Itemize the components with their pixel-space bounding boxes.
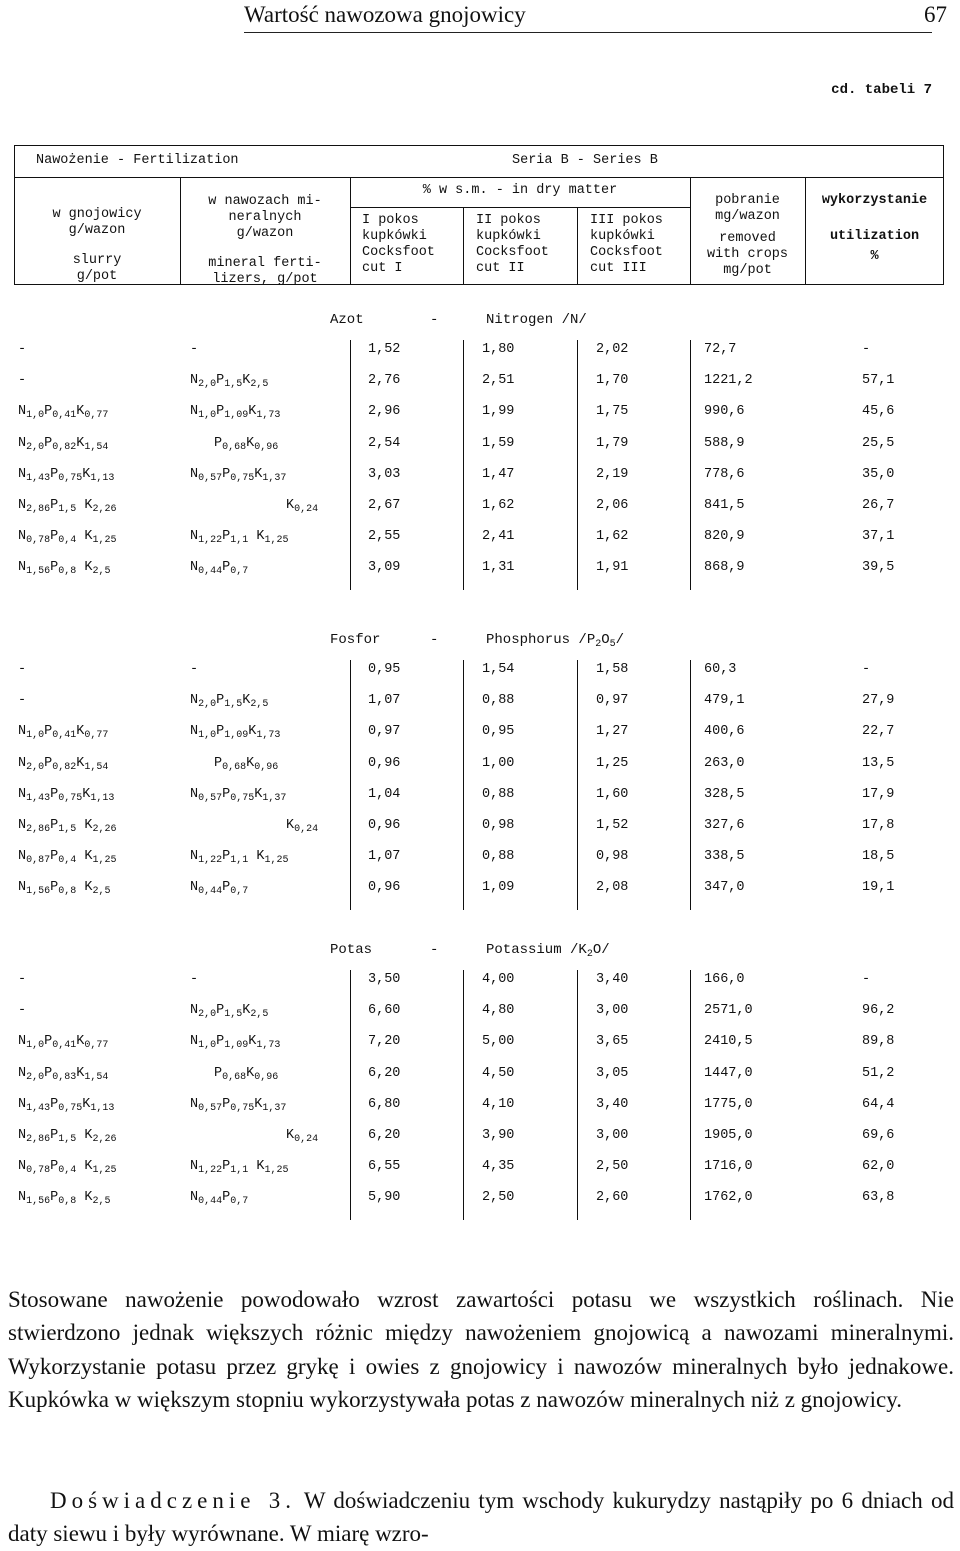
table-cell-c1: 2,96 [368,404,401,420]
table-cell-s: $N_{1,0}P_{0,41}K_{0,77}$ [18,404,109,422]
table-cell-r: 2571,0 [704,1003,753,1019]
table-cell-r: 868,9 [704,560,745,576]
table-cell-r: 166,0 [704,972,745,987]
table-cell-c3: 3,00 [596,1003,629,1019]
running-head [0,0,960,34]
table-cell-r: 1221,2 [704,373,753,389]
table-cell-s: $N_{1,0}P_{0,41}K_{0,77}$ [18,1034,109,1052]
table-cell-c2: 4,00 [482,972,515,987]
table-cell-c2: 4,80 [482,1003,515,1019]
table-cell-c1: 0,95 [368,662,401,677]
table-cell-c1: 2,55 [368,529,401,545]
table-cell-c2: 0,98 [482,818,515,833]
table-cell-c3: 2,08 [596,880,629,896]
table-cell-u: 63,8 [862,1190,895,1206]
table-cell-c1: 0,96 [368,880,401,896]
table-cell-r: 263,0 [704,755,745,771]
table-cell-r: 328,5 [704,786,745,802]
table-cell-c2: 2,51 [482,373,515,389]
table-cell-c2: 1,62 [482,498,515,513]
table-cell-r: 347,0 [704,880,745,896]
table-cell-c3: 0,98 [596,849,629,865]
table-cell-m: $N_{0,57}P_{0,75}K_{1,37}$ [190,466,287,484]
table-cell-u: - [862,972,871,987]
table-cell-c2: 4,50 [482,1065,515,1081]
table-cell-m: $N_{2,0}P_{1,5}K_{2,5}$ [190,693,269,711]
table-cell-s: $N_{1,56}P_{0,8}$ $K_{2,5}$ [18,1190,111,1208]
table-cell-c1: 2,67 [368,498,401,513]
table-cell-c3: 1,91 [596,560,629,576]
table-cell-u: 62,0 [862,1159,895,1175]
table-cell-s: $N_{0,78}P_{0,4}$ $K_{1,25}$ [18,1159,117,1177]
column-rule [350,970,351,1220]
table-cell-r: 588,9 [704,435,745,451]
mineral-header: w nawozach mi- neralnych g/wazon mineral ferti- lizers, g/pot [208,194,322,287]
table-cell-u: 45,6 [862,404,895,420]
header-vline [577,207,578,285]
slurry-header: w gnojowicy g/wazon slurry g/pot [52,207,142,284]
section-title-dash: - [430,632,439,648]
table-cell-u: 13,5 [862,755,895,771]
table-cell-c3: 0,97 [596,693,629,709]
table-cell-c2: 2,50 [482,1190,515,1206]
table-cell-m: $N_{1,0}P_{1,09}K_{1,73}$ [190,1034,281,1052]
table-cell-c3: 1,60 [596,786,629,802]
table-cell-m: - [190,662,199,677]
table-cell-c1: 1,07 [368,849,401,865]
table-cell-m: $K_{0,24}$ [286,498,319,515]
table-cell-m: $N_{1,22}P_{1,1}$ $K_{1,25}$ [190,529,289,547]
table-cell-r: 338,5 [704,849,745,865]
page-number: 67 [924,2,947,27]
header-vline [463,207,464,285]
table-cell-u: 57,1 [862,373,895,389]
table-cell-s: $N_{2,86}P_{1,5}$ $K_{2,26}$ [18,818,117,835]
table-cell-m: $K_{0,24}$ [286,1128,319,1145]
header-rule [244,32,932,33]
table-cell-c3: 3,00 [596,1128,629,1143]
section-title-en: Nitrogen /N/ [486,312,587,328]
table-cell-c2: 0,88 [482,693,515,709]
table-cell-s: $N_{2,0}P_{0,83}K_{1,54}$ [18,1065,109,1083]
table-cell-c1: 6,20 [368,1128,401,1143]
dry-matter-header: % w s.m. - in dry matter [422,183,618,198]
table-cell-s: $N_{1,0}P_{0,41}K_{0,77}$ [18,724,109,742]
column-rule [690,660,691,910]
table-cell-c2: 4,10 [482,1096,515,1112]
section-title-dash: - [430,312,439,328]
body-paragraph-2 [8,1484,954,1551]
experiment-label: Doświadczenie 3. [50,1488,297,1513]
table-cell-u: 39,5 [862,560,895,576]
utilization-header: wykorzystanie utilization % [821,193,928,264]
column-rule [577,970,578,1220]
header-subdivider [350,207,690,208]
table-cell-c3: 1,52 [596,818,629,833]
series-header: Seria B - Series B [512,153,658,168]
table-cell-c2: 0,88 [482,786,515,802]
table-cell-m: $N_{1,0}P_{1,09}K_{1,73}$ [190,724,281,742]
table-cell-c2: 1,47 [482,466,515,482]
table-cell-c3: 3,40 [596,1096,629,1112]
table-cell-u: 26,7 [862,498,895,513]
table-cell-c3: 1,70 [596,373,629,389]
table-cell-s: $N_{2,86}P_{1,5}$ $K_{2,26}$ [18,498,117,515]
table-cell-m: - [190,342,199,357]
table-cell-m: $K_{0,24}$ [286,818,319,835]
table-cell-m: $N_{0,44}P_{0,7}$ [190,560,249,578]
experiment-text: W doświadczeniu tym wschody kukurydzy nastąpiły po 6 dniach od daty siewu i były wyrównane. W miarę wzro- [8,1488,954,1547]
column-rule [577,660,578,910]
table-cell-c2: 2,41 [482,529,515,545]
section-title-en: Potassium $/K_2O/$ [486,942,610,960]
table-cell-r: 2410,5 [704,1034,753,1050]
table-cell-s: $N_{1,43}P_{0,75}K_{1,13}$ [18,786,115,804]
table-cell-u: - [862,342,871,357]
table-cell-c2: 1,99 [482,404,515,420]
table-cell-c1: 0,97 [368,724,401,740]
table-cell-c1: 0,96 [368,755,401,771]
table-cell-c3: 3,65 [596,1034,629,1050]
section-title-pl: Azot [330,312,364,328]
table-cell-c1: 1,07 [368,693,401,709]
column-rule [463,660,464,910]
table-cell-s: $N_{2,0}P_{0,82}K_{1,54}$ [18,755,109,773]
table-cell-s: $N_{0,78}P_{0,4}$ $K_{1,25}$ [18,529,117,547]
table-cell-c1: 6,80 [368,1096,401,1112]
table-cell-r: 841,5 [704,498,745,513]
table-cell-u: 17,8 [862,818,895,833]
table-cell-c3: 3,05 [596,1065,629,1081]
table-cell-m: $N_{1,22}P_{1,1}$ $K_{1,25}$ [190,849,289,867]
table-cell-s: - [18,693,27,709]
table-cell-c2: 0,95 [482,724,515,740]
table-cell-u: 22,7 [862,724,895,740]
table-cell-s: $N_{1,43}P_{0,75}K_{1,13}$ [18,466,115,484]
table-cell-u: 51,2 [862,1065,895,1081]
table-cell-u: 64,4 [862,1096,895,1112]
column-rule [690,970,691,1220]
table-cell-u: - [862,662,871,677]
table-cell-c2: 4,35 [482,1159,515,1175]
table-cell-c1: 3,09 [368,560,401,576]
table-cell-u: 27,9 [862,693,895,709]
fertilization-header: Nawożenie - Fertilization [36,153,239,168]
table-cell-c1: 3,03 [368,466,401,482]
table-cell-c3: 1,62 [596,529,629,545]
table-cell-r: 820,9 [704,529,745,545]
table-cell-r: 778,6 [704,466,745,482]
table-cell-c3: 3,40 [596,972,629,987]
table-cell-m: $P_{0,68}K_{0,96}$ [214,755,279,773]
table-cell-m: $P_{0,68}K_{0,96}$ [214,1065,279,1083]
table-cell-c2: 5,00 [482,1034,515,1050]
table-cell-u: 19,1 [862,880,895,896]
table-cell-r: 400,6 [704,724,745,740]
table-cell-m: $N_{2,0}P_{1,5}K_{2,5}$ [190,1003,269,1021]
table-cell-s: - [18,342,27,357]
table-cell-c3: 2,19 [596,466,629,482]
table-cell-m: $N_{0,57}P_{0,75}K_{1,37}$ [190,786,287,804]
table-cell-c2: 1,80 [482,342,515,357]
table-cell-c1: 3,50 [368,972,401,987]
table-cell-c2: 1,00 [482,755,515,771]
column-rule [690,340,691,590]
cut3-header: III pokos kupkówki Cocksfoot cut III [590,213,663,276]
section-title-pl: Fosfor [330,632,381,648]
column-rule [463,970,464,1220]
table-cell-r: 1775,0 [704,1096,753,1112]
column-rule [350,340,351,590]
table-cell-r: 60,3 [704,662,737,677]
table-cell-c2: 1,54 [482,662,515,677]
table-cell-c3: 2,06 [596,498,629,513]
table-cell-c1: 2,76 [368,373,401,389]
table-cell-u: 89,8 [862,1034,895,1050]
table-cell-r: 479,1 [704,693,745,709]
section-title-pl: Potas [330,942,373,958]
table-cell-r: 327,6 [704,818,745,833]
table-cell-c2: 0,88 [482,849,515,865]
table-cell-s: - [18,373,27,389]
table-cell-s: $N_{2,0}P_{0,82}K_{1,54}$ [18,435,109,453]
table-cell-s: $N_{0,87}P_{0,4}$ $K_{1,25}$ [18,849,117,867]
table-cell-s: - [18,1003,27,1019]
table-cell-m: $N_{1,22}P_{1,1}$ $K_{1,25}$ [190,1159,289,1177]
table-cell-u: 17,9 [862,786,895,802]
table-cell-c3: 2,60 [596,1190,629,1206]
table-cell-m: $N_{2,0}P_{1,5}K_{2,5}$ [190,373,269,391]
table-cell-c2: 1,09 [482,880,515,896]
table-cell-s: $N_{1,43}P_{0,75}K_{1,13}$ [18,1096,115,1114]
table-cell-u: 18,5 [862,849,895,865]
table-cell-r: 1447,0 [704,1065,753,1081]
table-cell-r: 72,7 [704,342,737,357]
table-cell-r: 990,6 [704,404,745,420]
table-cell-s: - [18,972,27,987]
table-cell-c3: 1,79 [596,435,629,451]
table-cell-u: 25,5 [862,435,895,451]
table-cell-c1: 0,96 [368,818,401,833]
table-cell-r: 1716,0 [704,1159,753,1175]
table-cell-u: 37,1 [862,529,895,545]
table-cell-c3: 1,25 [596,755,629,771]
section-title-dash: - [430,942,439,958]
column-rule [577,340,578,590]
table-cell-c2: 1,59 [482,435,515,451]
table-cell-m: $N_{0,44}P_{0,7}$ [190,1190,249,1208]
table-cell-c1: 1,04 [368,786,401,802]
table-cell-r: 1762,0 [704,1190,753,1206]
table-cell-s: - [18,662,27,677]
cut2-header: II pokos kupkówki Cocksfoot cut II [476,213,549,276]
table-cell-u: 69,6 [862,1128,895,1143]
table-cell-m: $N_{0,44}P_{0,7}$ [190,880,249,898]
table-cell-s: $N_{2,86}P_{1,5}$ $K_{2,26}$ [18,1128,117,1145]
table-cell-m: - [190,972,199,987]
body-paragraph-1: Stosowane nawożenie powodowało wzrost zawartości potasu we wszystkich roślinach. Nie stwierdzono jednak większych różnic między nawożeniem gnojowicą a nawozami mineralnymi. Wykorzystanie potasu przez grykę i owies z gnojowicy i nawozów mineralnych było jednakowe. Kupkówka w większym stopniu wykorzystywała potas z nawozów mineralnych niż z gnojowicy. [8,1287,954,1413]
table-cell-m: $N_{1,0}P_{1,09}K_{1,73}$ [190,404,281,422]
table-cell-c3: 2,50 [596,1159,629,1175]
table-cell-c3: 1,58 [596,662,629,677]
table-cell-c1: 5,90 [368,1190,401,1206]
table-cell-c1: 6,20 [368,1065,401,1081]
removed-header: pobranie mg/wazon removed with crops mg/pot [706,193,788,278]
section-title-en: Phosphorus $/P_2O_5/$ [486,632,625,650]
table-cell-c1: 1,52 [368,342,401,357]
table-cell-c2: 3,90 [482,1128,515,1143]
table-cell-s: $N_{1,56}P_{0,8}$ $K_{2,5}$ [18,880,111,898]
table-cell-c1: 6,55 [368,1159,401,1175]
table-cell-m: $P_{0,68}K_{0,96}$ [214,435,279,453]
table-cell-c3: 2,02 [596,342,629,357]
column-rule [350,660,351,910]
table-continuation-label: cd. tabeli 7 [831,82,932,98]
table-cell-c3: 1,75 [596,404,629,420]
table-cell-c3: 1,27 [596,724,629,740]
table-cell-s: $N_{1,56}P_{0,8}$ $K_{2,5}$ [18,560,111,578]
table-cell-m: $N_{0,57}P_{0,75}K_{1,37}$ [190,1096,287,1114]
table-cell-c1: 2,54 [368,435,401,451]
table-cell-c1: 7,20 [368,1034,401,1050]
table-cell-c1: 6,60 [368,1003,401,1019]
table-cell-u: 96,2 [862,1003,895,1019]
column-rule [463,340,464,590]
cut1-header: I pokos kupkówki Cocksfoot cut I [362,213,435,276]
running-title: Wartość nawozowa gnojowicy [244,2,526,27]
table-cell-c2: 1,31 [482,560,515,576]
table-cell-u: 35,0 [862,466,895,482]
table-cell-r: 1905,0 [704,1128,753,1143]
